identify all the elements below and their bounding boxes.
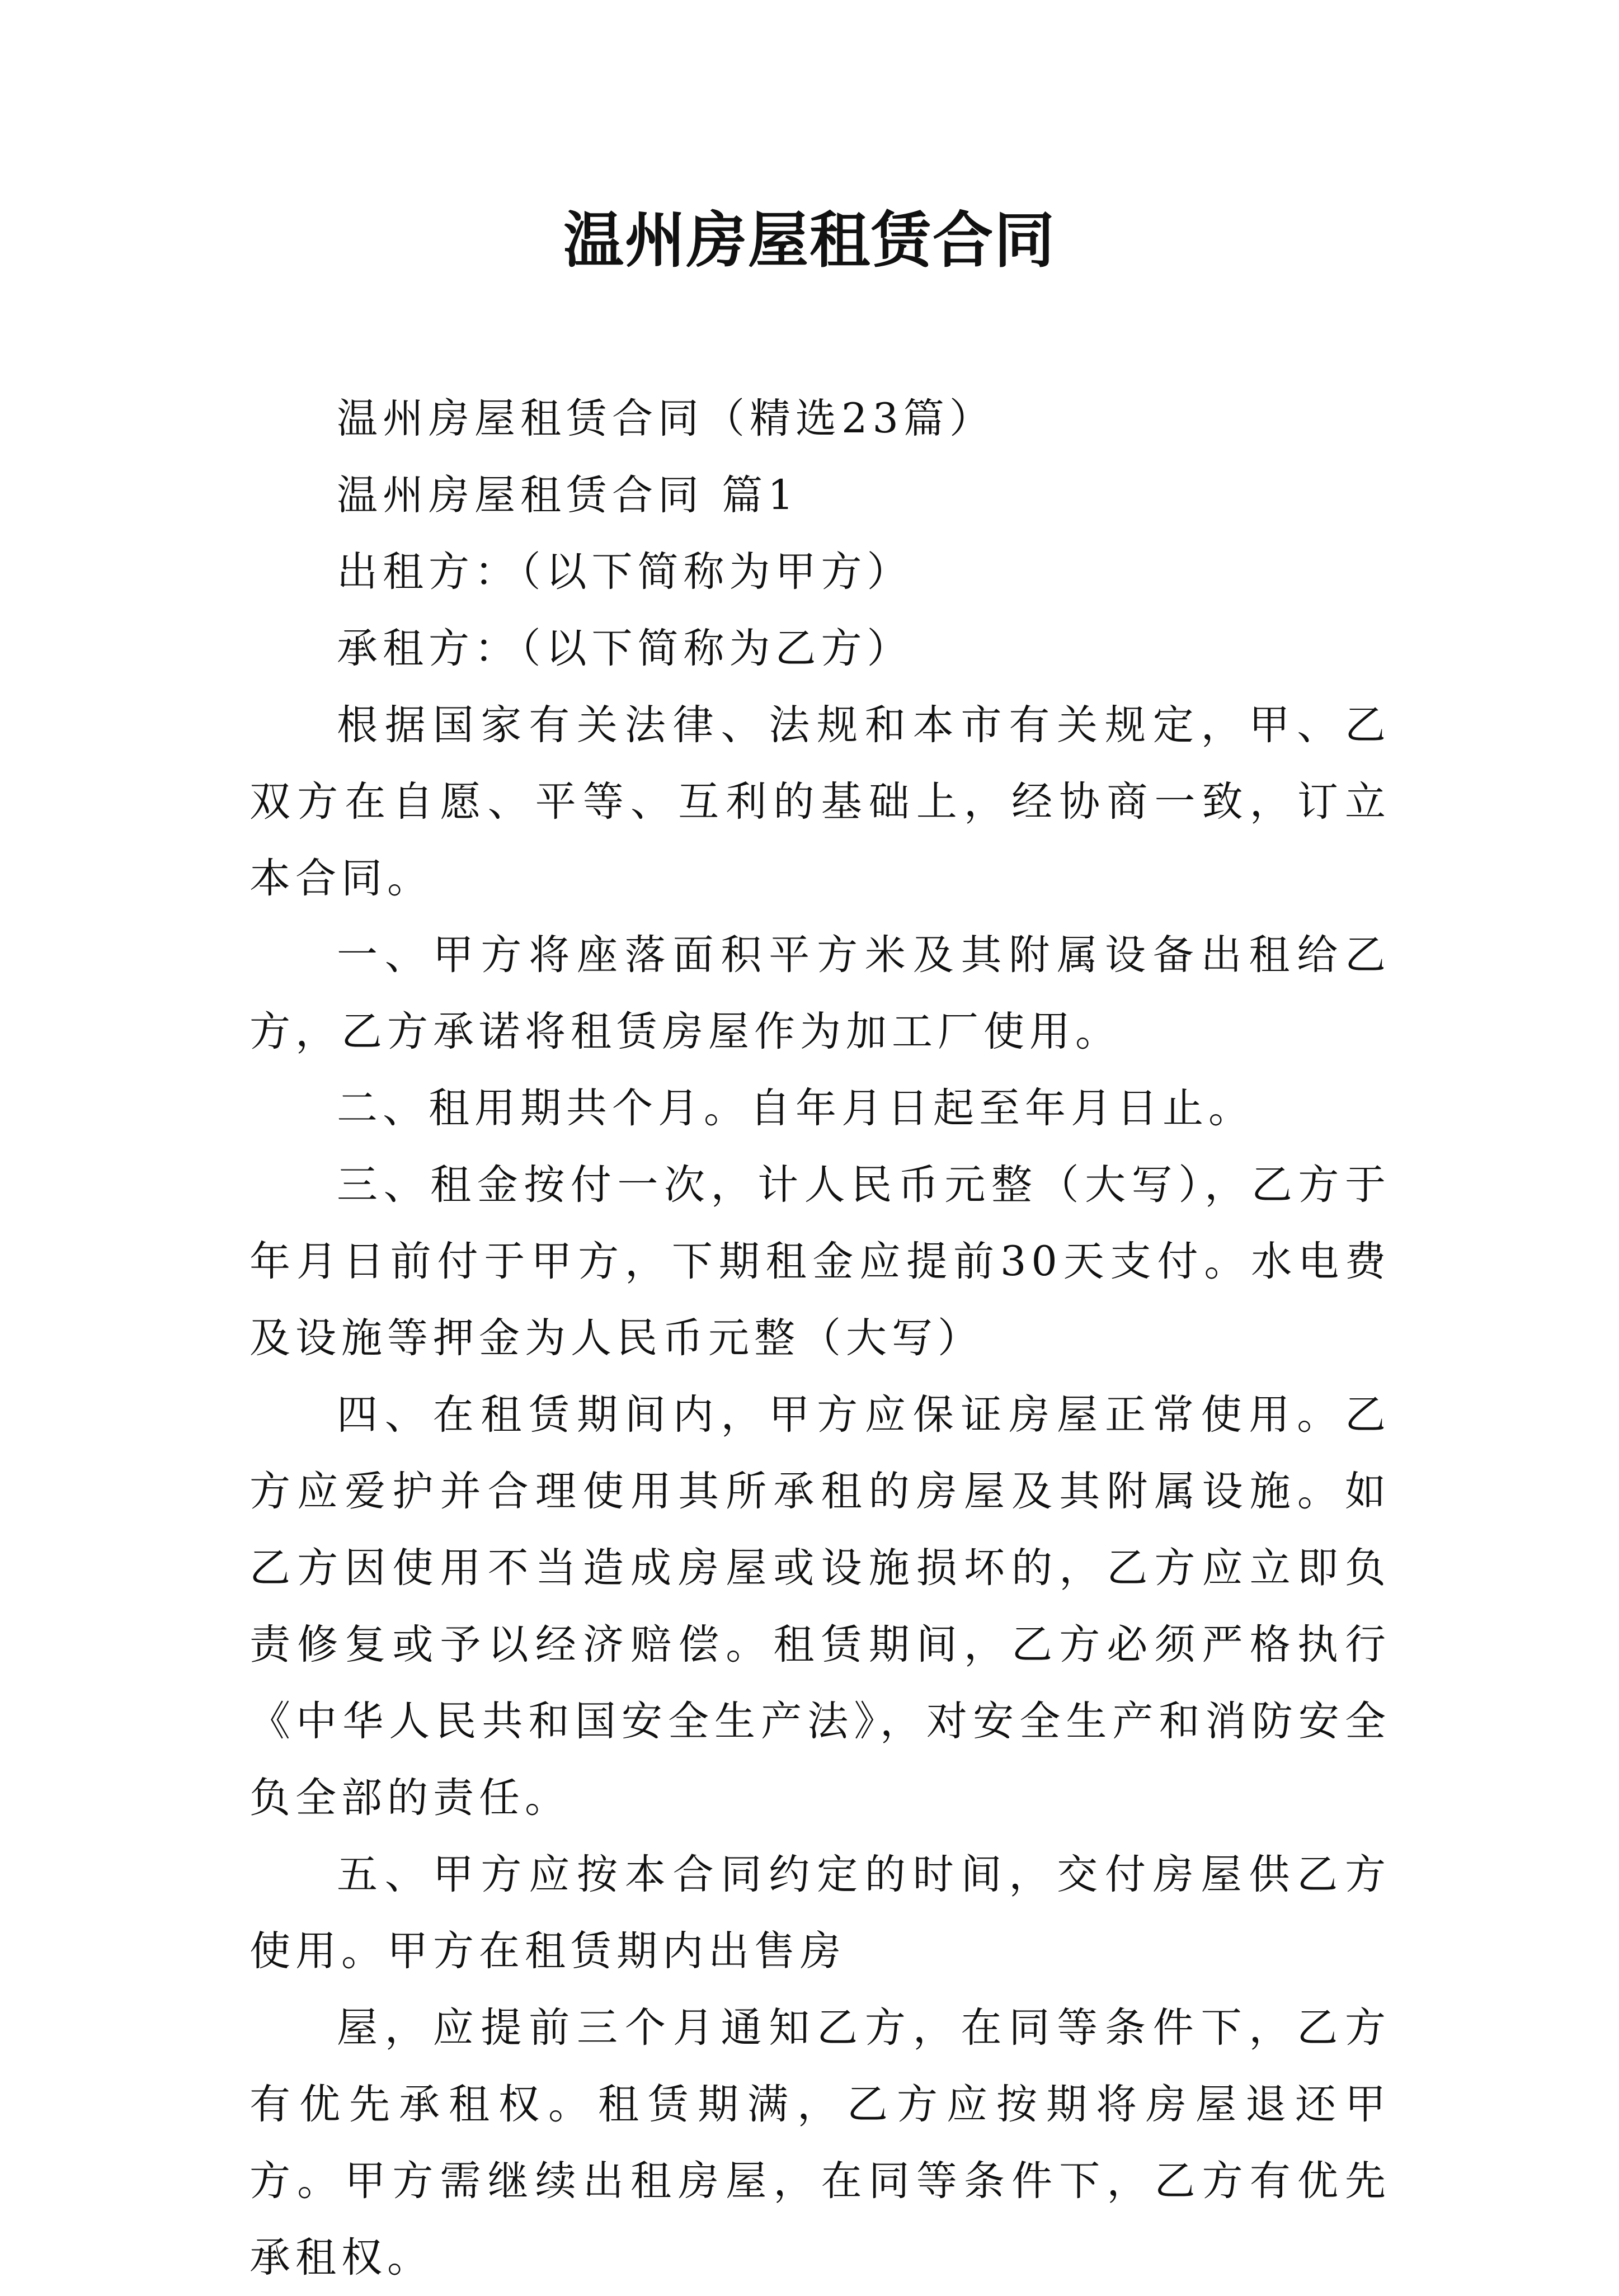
paragraph-clause-1: 一、甲方将座落面积平方米及其附属设备出租给乙方，乙方承诺将租赁房屋作为加工厂使用。 [250, 931, 1391, 1055]
paragraph-lessee: 承租方：（以下简称为乙方） [337, 625, 913, 672]
paragraph-clause-5: 五、甲方应按本合同约定的时间，交付房屋供乙方使用。甲方在租赁期内出售房 [250, 1851, 1391, 1975]
paragraph-clause-2: 二、租用期共个月。自年月日起至年月日止。 [337, 1085, 1254, 1132]
paragraph-preamble: 根据国家有关法律、法规和本市有关规定，甲、乙双方在自愿、平等、互利的基础上，经协商一致，订立本合同。 [250, 701, 1391, 902]
paragraph-subtitle: 温州房屋租赁合同（精选23篇） [337, 395, 995, 442]
paragraph-lessor: 出租方：（以下简称为甲方） [337, 548, 913, 596]
paragraph-article-heading: 温州房屋租赁合同 篇1 [337, 472, 799, 519]
paragraph-clause-5-continued: 屋，应提前三个月通知乙方，在同等条件下，乙方有优先承租权。租赁期满，乙方应按期将房屋退还甲方。甲方需继续出租房屋，在同等条件下，乙方有优先承租权。 [250, 2004, 1391, 2281]
paragraph-clause-4: 四、在租赁期间内，甲方应保证房屋正常使用。乙方应爱护并合理使用其所承租的房屋及其附属设施。如乙方因使用不当造成房屋或设施损坏的，乙方应立即负责修复或予以经济赔偿。租赁期间，乙方必须严格执行《中华人民共和国安全生产法》，对安全生产和消防安全负全部的责任。 [250, 1391, 1391, 1822]
document-body [250, 380, 1391, 2296]
paragraph-clause-3: 三、租金按付一次，计人民币元整（大写），乙方于年月日前付于甲方，下期租金应提前30天支付。水电费及设施等押金为人民币元整（大写） [250, 1161, 1391, 1362]
document-title: 温州房屋租赁合同 [563, 205, 1056, 276]
